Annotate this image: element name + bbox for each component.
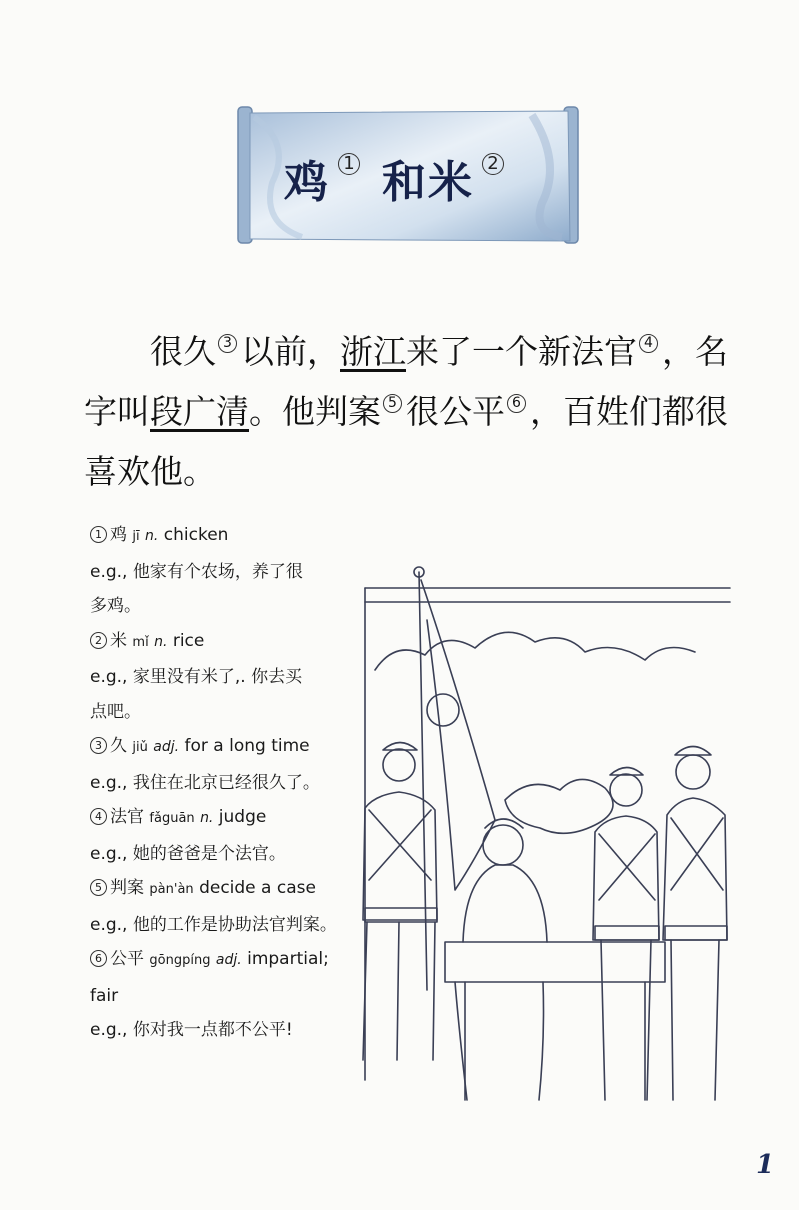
flag-emblem [427, 694, 459, 726]
glossary-meaning: for a long time [184, 736, 310, 756]
flag-pole [419, 572, 427, 990]
page-number: 1 [756, 1150, 775, 1180]
guard-belt [665, 926, 727, 940]
glossary-pos: adj. [215, 952, 242, 968]
glossary-pos: n. [154, 633, 168, 650]
title-char-chicken: 鸡 [284, 157, 330, 208]
paragraph-line-2 [84, 382, 734, 442]
glossary-word: 公平 [110, 949, 144, 969]
guard-legs [363, 922, 435, 1060]
glossary-example: e.g., 他的工作是协助法官判案。 [90, 914, 337, 935]
glossary-example: e.g., 家里没有米了,. 你去买 [90, 667, 303, 687]
glossary-meaning: chicken [163, 525, 229, 545]
footnote-marker: 5 [383, 394, 402, 413]
flag [421, 580, 495, 890]
footnote-marker: 3 [218, 334, 237, 353]
glossary-example: e.g., 他家有个农场，养了很 [90, 561, 303, 582]
place-name: 浙江 [340, 332, 406, 371]
glossary-pos: adj. [153, 739, 180, 755]
text-segment: 。他判案 [249, 392, 381, 431]
text-segment: 很公平 [406, 392, 505, 431]
glossary-pinyin: fǎguān [149, 811, 195, 826]
glossary-pos: n. [145, 528, 159, 544]
glossary-headword [90, 518, 340, 555]
footnote-marker: 6 [507, 394, 526, 413]
glossary-example: e.g., 你对我一点都不公平! [90, 1020, 293, 1040]
glossary-number: 1 [90, 526, 107, 543]
glossary-meaning: rice [172, 630, 205, 651]
glossary-headword [90, 624, 340, 661]
footnote-marker: 4 [639, 334, 658, 353]
paragraph-line-3: 喜欢他。 [84, 452, 216, 491]
glossary-word: 鸡 [110, 525, 127, 545]
story-paragraph [84, 322, 734, 502]
text-segment: ，百姓们都很 [530, 392, 728, 431]
guard-body [593, 816, 659, 940]
illustration-judge-and-guards [355, 560, 735, 1120]
glossary-meaning: decide a case [199, 878, 316, 898]
glossary-example: e.g., 我住在北京已经很久了。 [90, 772, 320, 793]
glossary-headword [90, 871, 340, 908]
glossary-number: 6 [90, 950, 107, 967]
footnote-marker: 2 [482, 153, 504, 175]
text-segment: ，名 [662, 332, 728, 371]
text-segment: 以前， [241, 332, 340, 371]
guard-cap [675, 747, 711, 756]
glossary-pinyin: gōngpíng [149, 953, 211, 968]
glossary-headword [90, 800, 340, 837]
glossary-number: 4 [90, 808, 107, 825]
title-char-and-rice: 和米 [382, 157, 474, 208]
paragraph-line-1 [84, 322, 734, 382]
judge-head [483, 825, 523, 865]
glossary-pinyin: jiǔ [132, 740, 148, 755]
glossary-pinyin: mǐ [132, 634, 149, 650]
footnote-marker: 1 [338, 153, 360, 175]
text-segment: 来了一个新法官 [406, 332, 637, 371]
glossary-meaning-continued: fair [90, 985, 119, 1006]
cloud-outline [375, 632, 695, 670]
guard-legs [601, 940, 651, 1100]
glossary-number: 5 [90, 879, 107, 896]
judge-hair [485, 819, 523, 828]
glossary-number: 2 [90, 632, 107, 649]
glossary-headword [90, 942, 340, 979]
glossary-number: 3 [90, 737, 107, 754]
judge-bench [445, 942, 665, 982]
glossary-word: 判案 [110, 878, 144, 898]
glossary-example: e.g., 她的爸爸是个法官。 [90, 843, 286, 864]
guard-head [610, 774, 642, 806]
glossary-headword [90, 729, 340, 766]
judge-robe-lower [455, 982, 544, 1100]
glossary-pos: n. [200, 810, 214, 826]
glossary-example: 多鸡。 [90, 596, 141, 616]
glossary-meaning: judge [218, 807, 267, 827]
guard-head [383, 749, 415, 781]
story-title [284, 146, 526, 210]
glossary-meaning: impartial; [247, 949, 329, 969]
judge-robe [463, 865, 547, 942]
guard-legs [671, 940, 719, 1100]
glossary-pinyin: jī [132, 529, 140, 544]
guard-belt [595, 926, 659, 940]
text-segment: 很久 [150, 332, 216, 371]
glossary-word: 法官 [110, 807, 144, 827]
glossary-word: 久 [110, 736, 127, 756]
guard-head [676, 755, 710, 789]
text-segment: 字叫 [84, 392, 150, 431]
glossary-example: 点吧。 [90, 701, 141, 722]
vocabulary-glossary [90, 518, 340, 1048]
cloud-outline [505, 779, 613, 833]
glossary-word: 米 [110, 630, 127, 651]
glossary-pinyin: pàn'àn [149, 882, 194, 897]
person-name: 段广清 [150, 392, 249, 431]
